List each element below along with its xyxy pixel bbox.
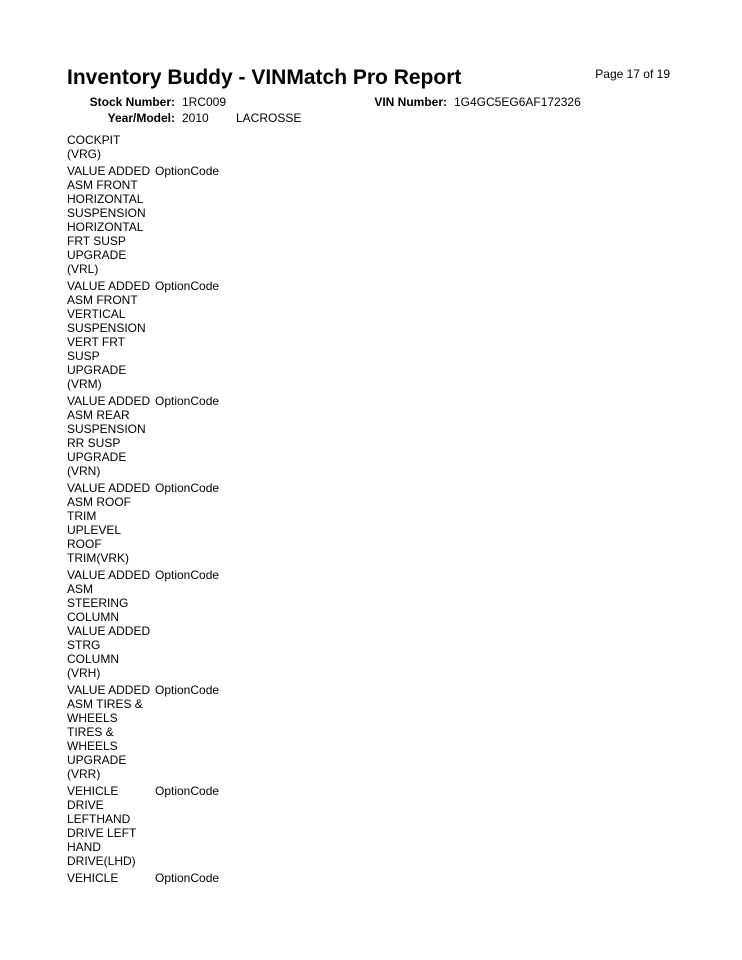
option-description-rest: ASM FRONT HORIZONTAL SUSPENSION HORIZONTAL FRT SUSP UPGRADE (VRL) <box>67 178 146 276</box>
option-type: OptionCode <box>155 683 220 697</box>
report-title: Inventory Buddy - VINMatch Pro Report <box>67 66 462 89</box>
continuation-entry <box>67 133 367 161</box>
option-list <box>67 133 367 888</box>
option-entry <box>67 394 367 478</box>
stock-number-label: Stock Number: <box>89 95 175 109</box>
stock-number-value: 1RC009 <box>182 95 227 109</box>
option-entry <box>67 683 367 781</box>
year-value: 2010 <box>182 111 209 125</box>
continuation-text: COCKPIT (VRG) <box>67 133 121 161</box>
option-description-first-line: VEHICLE <box>67 784 119 798</box>
option-type: OptionCode <box>155 784 220 798</box>
option-entry <box>67 568 367 680</box>
option-description-first-line: VALUE ADDED <box>67 164 151 178</box>
option-description-rest: ASM FRONT VERTICAL SUSPENSION VERT FRT SUSP UPGRADE (VRM) <box>67 293 146 391</box>
option-description-first-line: VEHICLE <box>67 871 119 885</box>
option-entry-row <box>67 164 367 178</box>
option-description-first-line: VALUE ADDED <box>67 481 151 495</box>
option-entry <box>67 481 367 565</box>
option-entry-row <box>67 394 367 408</box>
entry-container <box>67 164 367 885</box>
option-description-first-line: VALUE ADDED <box>67 568 151 582</box>
option-entry <box>67 279 367 391</box>
vin-number-label: VIN Number: <box>374 95 447 109</box>
page-number: Page 17 of 19 <box>595 67 670 81</box>
option-entry-row <box>67 568 367 582</box>
option-description-first-line: VALUE ADDED <box>67 683 151 697</box>
option-type: OptionCode <box>155 164 220 178</box>
model-value: LACROSSE <box>236 111 302 125</box>
option-type: OptionCode <box>155 394 220 408</box>
option-type: OptionCode <box>155 871 220 885</box>
option-entry-row <box>67 481 367 495</box>
option-description-rest: ASM REAR SUSPENSION RR SUSP UPGRADE (VRN) <box>67 408 146 478</box>
option-description-rest: ASM STEERING COLUMN VALUE ADDED STRG COLUMN (VRH) <box>67 582 151 680</box>
option-description-first-line: VALUE ADDED <box>67 279 151 293</box>
option-description-rest: ASM ROOF TRIM UPLEVEL ROOF TRIM(VRK) <box>67 495 132 565</box>
vin-number-value: 1G4GC5EG6AF172326 <box>454 95 581 109</box>
option-type: OptionCode <box>155 481 220 495</box>
option-type: OptionCode <box>155 568 220 582</box>
option-type: OptionCode <box>155 279 220 293</box>
option-entry-row <box>67 871 367 885</box>
option-entry-row <box>67 683 367 697</box>
option-description-rest: DRIVE LEFTHAND DRIVE LEFT HAND DRIVE(LHD) <box>67 798 137 868</box>
option-entry-row <box>67 784 367 798</box>
option-description-first-line: VALUE ADDED <box>67 394 151 408</box>
option-entry <box>67 164 367 276</box>
option-entry <box>67 871 367 885</box>
year-model-label: Year/Model: <box>107 111 175 125</box>
option-entry <box>67 784 367 868</box>
option-entry-row <box>67 279 367 293</box>
option-description-rest: ASM TIRES & WHEELS TIRES & WHEELS UPGRADE (VRR) <box>67 697 143 781</box>
